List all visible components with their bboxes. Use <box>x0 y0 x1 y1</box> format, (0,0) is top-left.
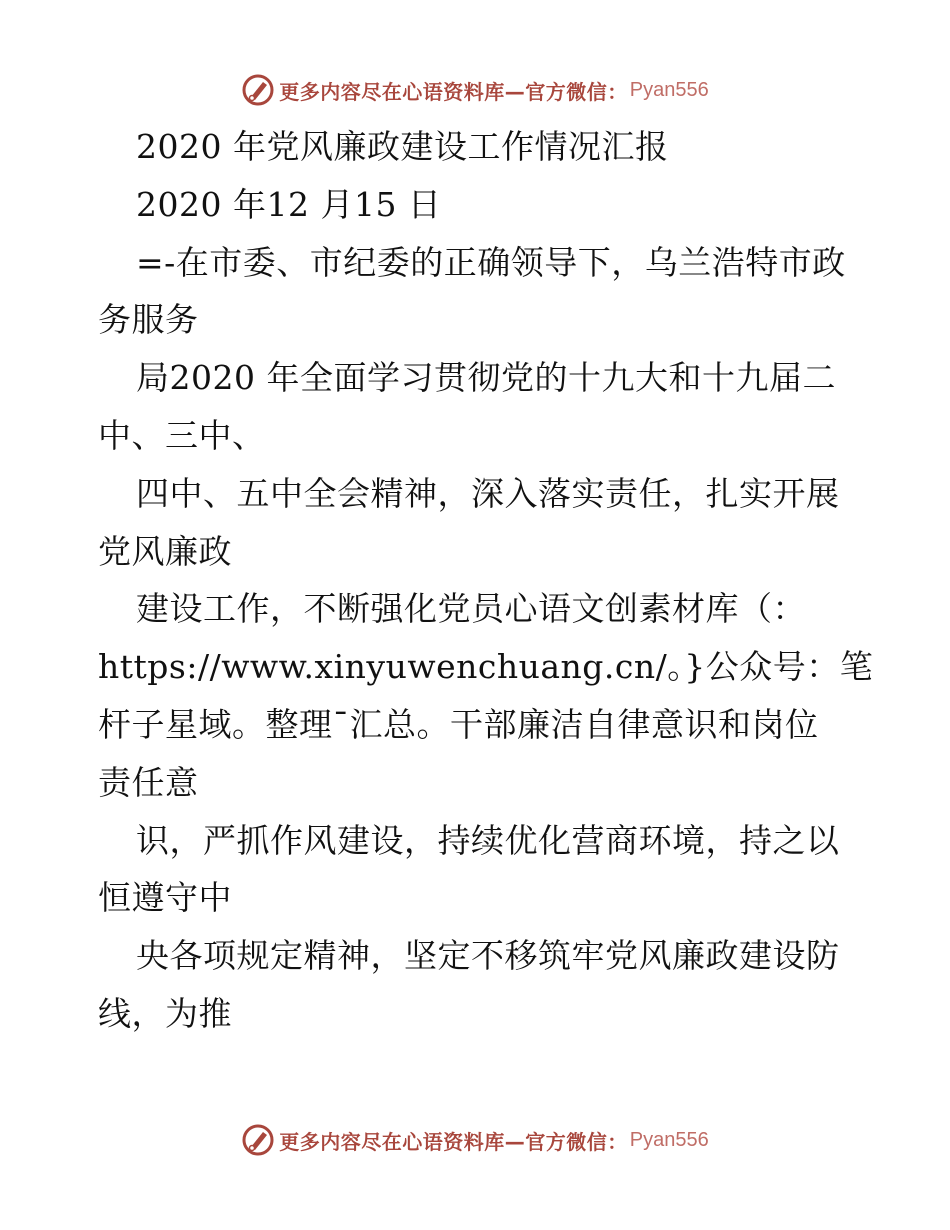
paragraph-line: 线，为推 <box>98 993 232 1033</box>
paragraph-line: 识，严抓作风建设，持续优化营商环境，持之以 <box>136 820 840 860</box>
paragraph-line: 建设工作，不断强化党员心语文创素材库（： <box>136 589 806 629</box>
paragraph-line: 中、三中、 <box>98 415 266 455</box>
paragraph-line: =-在市委、市纪委的正确领导下，乌兰浩特市政 <box>136 242 846 282</box>
banner-handle: Pyan556 <box>629 1128 709 1151</box>
pen-logo-icon <box>241 73 275 107</box>
footer-banner <box>0 1120 950 1160</box>
paragraph-line: 责任意 <box>98 762 199 802</box>
header-banner <box>0 70 950 110</box>
banner-handle: Pyan556 <box>629 78 709 101</box>
document-title: 2020 年党风廉政建设工作情况汇报 <box>136 127 669 166</box>
paragraph-line: 务服务 <box>98 300 199 340</box>
document-date: 2020 年12 月15 日 <box>136 184 442 224</box>
banner-text: 更多内容尽在心语资料库—官方微信： <box>279 1129 628 1154</box>
pen-logo-icon <box>241 1123 275 1157</box>
paragraph-line: 恒遵守中 <box>98 878 232 918</box>
paragraph-line: 四中、五中全会精神，深入落实责任，扎实开展 <box>136 473 840 513</box>
paragraph-line: 杆子星域。整理¯汇总。干部廉洁自律意识和岗位 <box>98 704 819 744</box>
banner-text: 更多内容尽在心语资料库—官方微信： <box>279 79 628 104</box>
document-body <box>98 118 874 1043</box>
paragraph-line: 央各项规定精神，坚定不移筑牢党风廉政建设防 <box>136 936 840 976</box>
paragraph-line: 局2020 年全面学习贯彻党的十九大和十九届二 <box>136 358 836 398</box>
paragraph-line-url: https://www.xinyuwenchuang.cn/。}公众号：笔 <box>98 647 874 687</box>
paragraph-line: 党风廉政 <box>98 531 232 571</box>
